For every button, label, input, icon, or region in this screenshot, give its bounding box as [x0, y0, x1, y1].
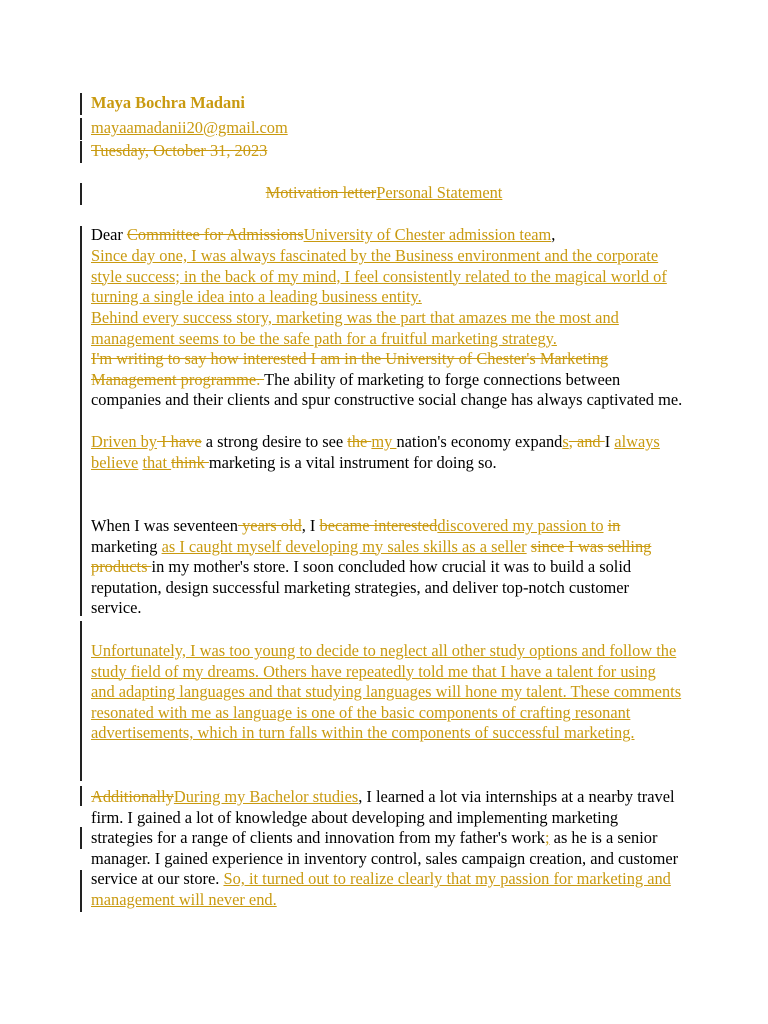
- body-text: in my mother's store. I soon concluded how crucial it was to build a solid reputation, design successful marketing strategies, and deliver top-notch customer service.: [91, 557, 632, 618]
- deleted-text: became interested: [319, 516, 438, 535]
- inserted-text: my: [371, 432, 397, 451]
- deleted-text: think: [171, 452, 209, 472]
- change-bar: [80, 621, 82, 781]
- inserted-text: Since day one, I was always fascinated by the Business environment and the corporate style success; in the back of my mind, I feel consistently related to the magical world of turning a single idea into a leading business entity.: [91, 246, 667, 307]
- change-bar: [80, 827, 82, 849]
- deleted-text: Committee for Admissions: [126, 225, 304, 244]
- deleted-text: , and: [568, 432, 605, 451]
- paragraph-2: [91, 308, 683, 349]
- body-text: The ability of marketing to forge connections between companies and their clients and spur constructive social change has always captivated me.: [91, 369, 683, 410]
- body-text: marketing: [91, 536, 162, 556]
- body-text: When I was seventeen: [91, 516, 238, 535]
- paragraph-5: [91, 516, 683, 619]
- deleted-text: I have: [157, 432, 202, 451]
- body-text: a strong desire to see: [201, 432, 348, 451]
- inserted-text: s: [562, 432, 569, 451]
- inserted-text: Behind every success story, marketing was the part that amazes me the most and management seems to be the safe path for a fruitful marketing strategy.: [91, 308, 619, 348]
- author-name-text: Maya Bochra Madani: [91, 93, 245, 112]
- inserted-text: During my Bachelor studies: [173, 787, 359, 806]
- paragraph-3: [91, 349, 683, 411]
- author-name: [91, 93, 245, 114]
- paragraph-7: [91, 787, 683, 911]
- deleted-text: years old: [238, 516, 302, 535]
- change-bar: [80, 93, 82, 115]
- body-text: nation's economy expand: [396, 432, 563, 451]
- inserted-text: that: [142, 452, 172, 472]
- inserted-text: Driven by: [91, 432, 158, 451]
- title-inserted: Personal Statement: [376, 183, 503, 202]
- change-bar: [80, 226, 82, 616]
- author-email: [91, 118, 288, 139]
- body-text: as he is a senior manager. I gained experience in inventory control, sales campaign creation, and customer service at our store.: [91, 828, 679, 889]
- title-deleted: Motivation letter: [265, 183, 377, 202]
- deleted-text: in: [607, 516, 621, 535]
- deleted-text: Additionally: [91, 787, 174, 806]
- inserted-text: Unfortunately, I was too young to decide to neglect all other study options and follow the study field of my dreams. Others have repeatedly told me that I have a talent for using and adapting languages and that studying languages will hone my talent. These comments resonated with me as language is one of the basic components of crafting resonant advertisements, which in turn falls within the components of successful marketing.: [91, 641, 682, 743]
- body-text: Dear: [91, 225, 127, 244]
- document-title: [0, 183, 768, 204]
- inserted-text: discovered my passion to: [437, 516, 604, 535]
- inserted-text: ;: [545, 828, 550, 848]
- body-text: , I learned a lot via internships at a nearby travel firm. I gained a lot of knowledge about developing and implementing marketing strategies for a range of clients and innovation from my father's work: [91, 787, 675, 848]
- change-bar: [80, 118, 82, 140]
- document-date-text: Tuesday, October 31, 2023: [91, 141, 268, 160]
- author-email-text: mayaamadanii20@gmail.com: [91, 118, 288, 137]
- deleted-text: I'm writing to say how interested I am in the University of Chester's Marketing Management programme.: [91, 349, 609, 389]
- body-text: , I: [301, 516, 320, 535]
- paragraph-1: [91, 246, 683, 308]
- inserted-text: always believe: [91, 432, 660, 472]
- inserted-text: as I caught myself developing my sales skills as a seller: [161, 536, 527, 556]
- change-bar: [80, 786, 82, 806]
- salutation: [91, 225, 683, 246]
- deleted-text: since I was selling products: [91, 536, 652, 577]
- paragraph-4: [91, 432, 683, 473]
- body-text: I: [604, 432, 615, 451]
- change-bar: [80, 870, 82, 912]
- body-text: marketing is a vital instrument for doing so.: [208, 452, 497, 472]
- document-date: [91, 141, 267, 162]
- deleted-text: the: [347, 432, 372, 451]
- inserted-text: University of Chester admission team: [303, 225, 552, 244]
- change-bar: [80, 141, 82, 163]
- inserted-text: So, it turned out to realize clearly that my passion for marketing and management will never end.: [91, 869, 671, 909]
- paragraph-6: [91, 641, 683, 744]
- body-text: ,: [551, 225, 556, 244]
